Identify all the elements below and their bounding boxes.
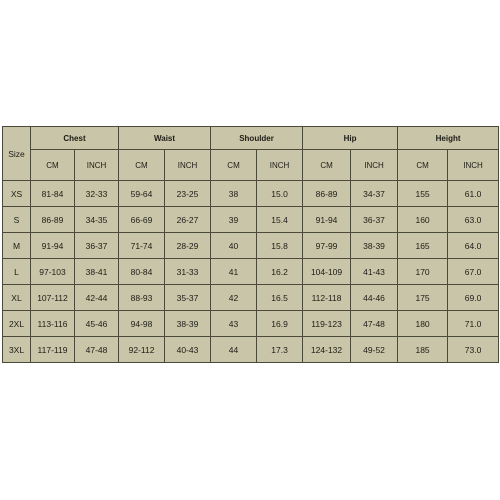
shoulder-cm-header: CM xyxy=(211,150,257,181)
table-row xyxy=(3,337,499,363)
waist-inch-header: INCH xyxy=(165,150,211,181)
height-group-header: Height xyxy=(398,127,499,150)
hip-cm-header: CM xyxy=(303,150,351,181)
measurement-cell: 38-39 xyxy=(351,233,398,259)
hip-group-header: Hip xyxy=(303,127,398,150)
measurement-cell: 69.0 xyxy=(448,285,499,311)
header-row-groups xyxy=(3,127,499,150)
hip-inch-header: INCH xyxy=(351,150,398,181)
measurement-cell: 45-46 xyxy=(75,311,119,337)
measurement-cell: 23-25 xyxy=(165,181,211,207)
size-label-cell: 2XL xyxy=(3,311,31,337)
measurement-cell: 117-119 xyxy=(31,337,75,363)
measurement-cell: 40-43 xyxy=(165,337,211,363)
chest-cm-header: CM xyxy=(31,150,75,181)
measurement-cell: 36-37 xyxy=(75,233,119,259)
size-label-cell: S xyxy=(3,207,31,233)
measurement-cell: 92-112 xyxy=(119,337,165,363)
measurement-cell: 31-33 xyxy=(165,259,211,285)
table-row xyxy=(3,207,499,233)
measurement-cell: 124-132 xyxy=(303,337,351,363)
table-row xyxy=(3,181,499,207)
measurement-cell: 119-123 xyxy=(303,311,351,337)
waist-cm-header: CM xyxy=(119,150,165,181)
measurement-cell: 41 xyxy=(211,259,257,285)
measurement-cell: 38-41 xyxy=(75,259,119,285)
measurement-cell: 44-46 xyxy=(351,285,398,311)
measurement-cell: 107-112 xyxy=(31,285,75,311)
table-row xyxy=(3,259,499,285)
size-label-cell: 3XL xyxy=(3,337,31,363)
measurement-cell: 35-37 xyxy=(165,285,211,311)
measurement-cell: 15.0 xyxy=(257,181,303,207)
measurement-cell: 28-29 xyxy=(165,233,211,259)
measurement-cell: 67.0 xyxy=(448,259,499,285)
measurement-cell: 47-48 xyxy=(75,337,119,363)
measurement-cell: 34-37 xyxy=(351,181,398,207)
measurement-cell: 86-89 xyxy=(303,181,351,207)
size-chart-body xyxy=(3,181,499,363)
size-label-cell: M xyxy=(3,233,31,259)
measurement-cell: 170 xyxy=(398,259,448,285)
measurement-cell: 71.0 xyxy=(448,311,499,337)
measurement-cell: 42 xyxy=(211,285,257,311)
shoulder-inch-header: INCH xyxy=(257,150,303,181)
measurement-cell: 81-84 xyxy=(31,181,75,207)
measurement-cell: 155 xyxy=(398,181,448,207)
measurement-cell: 42-44 xyxy=(75,285,119,311)
measurement-cell: 91-94 xyxy=(303,207,351,233)
measurement-cell: 180 xyxy=(398,311,448,337)
measurement-cell: 86-89 xyxy=(31,207,75,233)
measurement-cell: 36-37 xyxy=(351,207,398,233)
size-label-cell: L xyxy=(3,259,31,285)
measurement-cell: 185 xyxy=(398,337,448,363)
height-inch-header: INCH xyxy=(448,150,499,181)
measurement-cell: 59-64 xyxy=(119,181,165,207)
measurement-cell: 44 xyxy=(211,337,257,363)
measurement-cell: 64.0 xyxy=(448,233,499,259)
measurement-cell: 63.0 xyxy=(448,207,499,233)
chest-group-header: Chest xyxy=(31,127,119,150)
chest-inch-header: INCH xyxy=(75,150,119,181)
measurement-cell: 32-33 xyxy=(75,181,119,207)
height-cm-header: CM xyxy=(398,150,448,181)
measurement-cell: 38 xyxy=(211,181,257,207)
table-row xyxy=(3,233,499,259)
measurement-cell: 97-103 xyxy=(31,259,75,285)
measurement-cell: 34-35 xyxy=(75,207,119,233)
measurement-cell: 26-27 xyxy=(165,207,211,233)
shoulder-group-header: Shoulder xyxy=(211,127,303,150)
measurement-cell: 15.8 xyxy=(257,233,303,259)
measurement-cell: 175 xyxy=(398,285,448,311)
measurement-cell: 39 xyxy=(211,207,257,233)
measurement-cell: 47-48 xyxy=(351,311,398,337)
measurement-cell: 80-84 xyxy=(119,259,165,285)
measurement-cell: 41-43 xyxy=(351,259,398,285)
measurement-cell: 88-93 xyxy=(119,285,165,311)
measurement-cell: 40 xyxy=(211,233,257,259)
measurement-cell: 16.9 xyxy=(257,311,303,337)
measurement-cell: 165 xyxy=(398,233,448,259)
measurement-cell: 61.0 xyxy=(448,181,499,207)
measurement-cell: 112-118 xyxy=(303,285,351,311)
measurement-cell: 38-39 xyxy=(165,311,211,337)
measurement-cell: 160 xyxy=(398,207,448,233)
measurement-cell: 91-94 xyxy=(31,233,75,259)
table-row xyxy=(3,311,499,337)
size-chart-table xyxy=(2,126,499,363)
size-label-cell: XL xyxy=(3,285,31,311)
header-row-units xyxy=(3,150,499,181)
size-label-cell: XS xyxy=(3,181,31,207)
table-row xyxy=(3,285,499,311)
measurement-cell: 17.3 xyxy=(257,337,303,363)
measurement-cell: 71-74 xyxy=(119,233,165,259)
measurement-cell: 16.2 xyxy=(257,259,303,285)
measurement-cell: 97-99 xyxy=(303,233,351,259)
size-column-header: Size xyxy=(3,127,31,181)
measurement-cell: 16.5 xyxy=(257,285,303,311)
measurement-cell: 15.4 xyxy=(257,207,303,233)
measurement-cell: 113-116 xyxy=(31,311,75,337)
measurement-cell: 49-52 xyxy=(351,337,398,363)
measurement-cell: 43 xyxy=(211,311,257,337)
measurement-cell: 73.0 xyxy=(448,337,499,363)
measurement-cell: 66-69 xyxy=(119,207,165,233)
measurement-cell: 104-109 xyxy=(303,259,351,285)
waist-group-header: Waist xyxy=(119,127,211,150)
measurement-cell: 94-98 xyxy=(119,311,165,337)
